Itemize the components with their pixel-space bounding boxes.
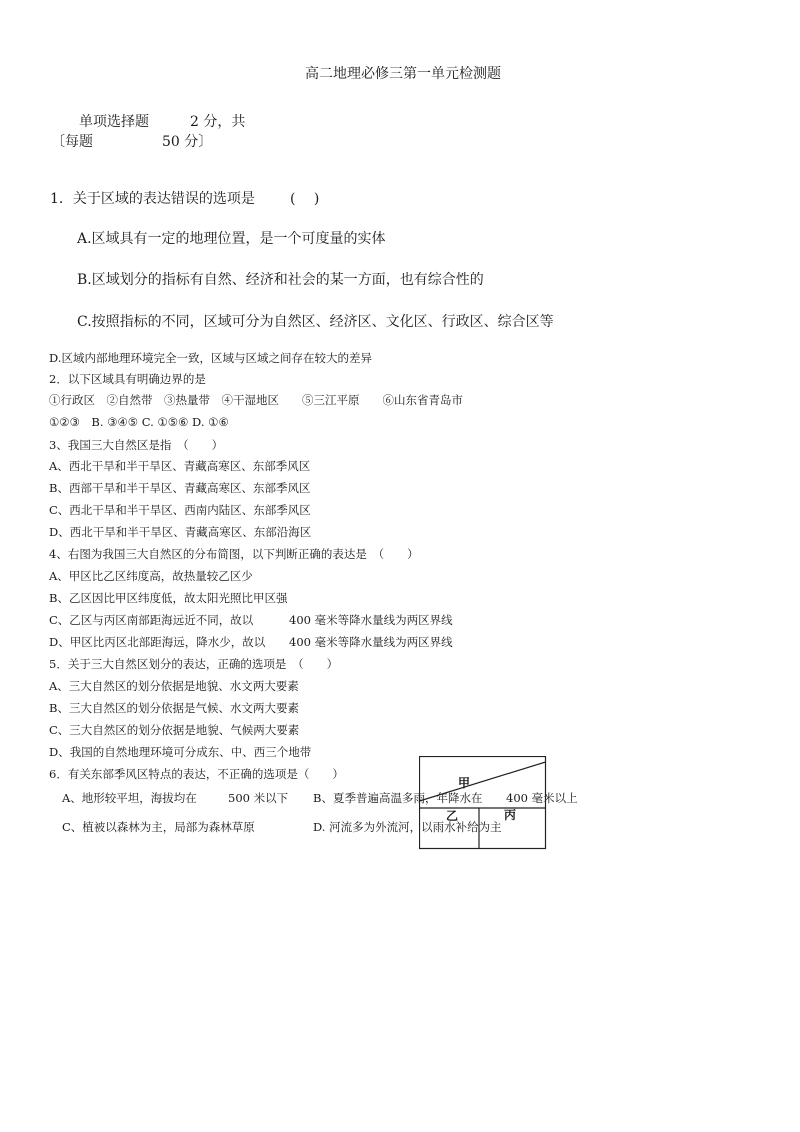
region-label-jia: 甲 xyxy=(458,776,471,790)
question-3-option-c: C、西北干旱和半干旱区、西南内陆区、东部季风区 xyxy=(49,503,311,517)
question-1-stem: 1．关于区域的表达错误的选项是 xyxy=(50,191,255,207)
question-4-option-c: C、乙区与丙区南部距海远近不同，故以 xyxy=(49,613,254,627)
section-total-points: 50 分〕 xyxy=(162,134,213,150)
question-1-option-b: B.区域划分的指标有自然、经济和社会的某一方面，也有综合性的 xyxy=(77,272,484,288)
question-3-stem: 3、我国三大自然区是指 （ ） xyxy=(49,438,224,452)
question-5-option-a: A、三大自然区的划分依据是地貌、水文两大要素 xyxy=(49,679,299,693)
question-4-option-a: A、甲区比乙区纬度高，故热量较乙区少 xyxy=(49,569,253,583)
question-2-items: ①行政区 ②自然带 ③热量带 ④干湿地区 ⑤三江平原 ⑥山东省青岛市 xyxy=(49,393,463,407)
question-1-answer-blank: ( ) xyxy=(290,191,320,207)
question-6-option-d: D. 河流多为外流河，以雨水补给为主 xyxy=(313,820,502,834)
question-5-stem: 5．关于三大自然区划分的表达，正确的选项是 （ ） xyxy=(49,657,339,671)
question-2-stem: 2．以下区域具有明确边界的是 xyxy=(49,372,206,386)
question-2-options: ①②③ B. ③④⑤ C. ①⑤⑥ D. ①⑥ xyxy=(49,415,229,429)
question-6-option-b-rest: 400 毫米以上 xyxy=(506,791,578,805)
question-6-option-a: A、地形较平坦，海拔均在 xyxy=(62,791,197,805)
question-5-option-c: C、三大自然区的划分依据是地貌、气候两大要素 xyxy=(49,723,300,737)
question-5-option-b: B、三大自然区的划分依据是气候、水文两大要素 xyxy=(49,701,299,715)
region-label-bing: 丙 xyxy=(504,808,517,822)
section-points-per-question: 2 分，共 xyxy=(190,114,246,130)
question-3-option-d: D、西北干旱和半干旱区、青藏高寒区、东部沿海区 xyxy=(49,525,312,539)
page-title: 高二地理必修三第一单元检测题 xyxy=(305,66,501,82)
section-heading: 单项选择题 xyxy=(79,114,149,130)
question-3-option-a: A、西北干旱和半干旱区、青藏高寒区、东部季风区 xyxy=(49,459,311,473)
question-4-option-b: B、乙区因比甲区纬度低，故太阳光照比甲区强 xyxy=(49,591,288,605)
region-label-yi: 乙 xyxy=(446,809,459,823)
question-6-stem: 6．有关东部季风区特点的表达，不正确的选项是（ ） xyxy=(49,767,344,781)
question-1-option-c: C.按照指标的不同，区域可分为自然区、经济区、文化区、行政区、综合区等 xyxy=(77,314,554,330)
question-4-option-d-rest: 400 毫米等降水量线为两区界线 xyxy=(289,635,453,649)
question-6-option-c: C、植被以森林为主，局部为森林草原 xyxy=(62,820,255,834)
question-3-option-b: B、西部干旱和半干旱区、青藏高寒区、东部季风区 xyxy=(49,481,311,495)
question-4-option-d: D、甲区比丙区北部距海远，降水少，故以 xyxy=(49,635,266,649)
question-4-stem: 4、右图为我国三大自然区的分布简图，以下判断正确的表达是 （ ） xyxy=(49,547,419,561)
question-5-option-d: D、我国的自然地理环境可分成东、中、西三个地带 xyxy=(49,745,312,759)
question-1-option-d: D.区域内部地理环境完全一致，区域与区域之间存在较大的差异 xyxy=(49,351,372,365)
question-6-option-b: B、夏季普遍高温多雨，年降水在 xyxy=(313,791,483,805)
section-heading-note: 〔每题 xyxy=(51,134,93,150)
question-6-option-a-rest: 500 米以下 xyxy=(228,791,289,805)
question-1-option-a: A.区域具有一定的地理位置，是一个可度量的实体 xyxy=(77,231,386,247)
question-4-option-c-rest: 400 毫米等降水量线为两区界线 xyxy=(289,613,453,627)
